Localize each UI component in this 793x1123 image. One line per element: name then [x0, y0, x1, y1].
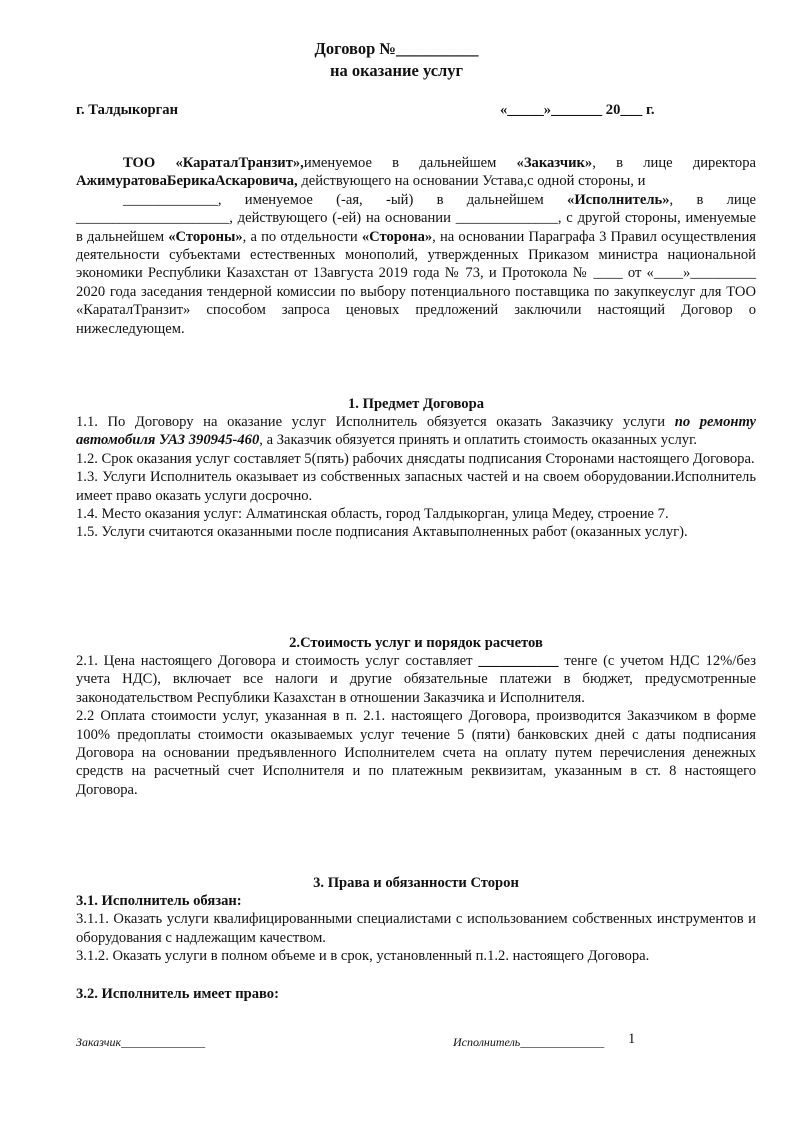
clause-1-5: 1.5. Услуги считаются оказанными после подписания Актавыполненных работ (оказанных услуг). [76, 524, 688, 541]
contract-title: Договор №__________ [314, 39, 479, 58]
footer-customer-signature: Заказчик______________ [76, 1035, 206, 1049]
clause-1-4: 1.4. Место оказания услуг: Алматинская область, город Талдыкорган, улица Медеу, строение 7. [76, 506, 669, 523]
clause-1-2: 1.2. Срок оказания услуг составляет 5(пять) рабочих днясдаты подписания Сторонами настоящего Договора. [76, 450, 755, 467]
section-3-body [76, 892, 756, 966]
section-3-heading: 3. Права и обязанности Сторон [313, 875, 519, 891]
clause-1-1: 1.1. По Договору на оказание услуг Исполнитель обязуется оказать Заказчику услуги по ремонту автомобиля УАЗ 390945-460, а Заказчик обязуется принять и оплатить стоимость оказанных услуг. [76, 414, 756, 449]
section-1-heading: 1. Предмет Договора [348, 396, 484, 412]
clause-3-1-2: 3.1.2. Оказать услуги в полном объеме и в срок, установленный п.1.2. настоящего Договора. [76, 948, 650, 965]
page-number: 1 [628, 1031, 636, 1047]
clause-3-1-1: 3.1.1. Оказать услуги квалифицированными специалистами с использованием собственных инструментов и оборудования с надлежащим качеством. [76, 911, 756, 946]
clause-2-1: 2.1. Цена настоящего Договора и стоимость услуг составляет ___________ тенге (с учетом НДС 12%/без учета НДС), включает все налоги и другие обязательные платежи в бюджет, предусмотренные законодательством Республики Казахстан в отношении Заказчика и Исполнителя. [76, 653, 756, 706]
city: г. Талдыкорган [76, 102, 178, 118]
clause-2-2: 2.2 Оплата стоимости услуг, указанная в п. 2.1. настоящего Договора, производится Заказчиком в форме 100% предоплаты стоимости оказываемых услуг течение 5 (пяти) банковских дней с даты подписания Договора на основании предъявленного Исполнителем счета на оплату путем перечисления денежных средств на расчетный счет Исполнителя и по платежным реквизитам, указанным в ст. 8 настоящего Договора. [76, 708, 756, 798]
subsection-3-2: 3.2. Исполнитель имеет право: [76, 986, 279, 1002]
preamble-paragraph-2: _____________, именуемое (-ая, -ый) в дальнейшем «Исполнитель», в лице _____________________, действующего (-ей) на основании ______________, с другой стороны, именуемые в дальнейшем «Стороны», а по отдельности «Сторона», на основании Параграфа 3 Правил осуществления деятельности субъектами естественных монополий, утвержденных Приказом министра национальной экономики Республики Казахстан от 13августа 2019 года № 73, и Протокола № ____ от «____»_________ 2020 года заседания тендерной комиссии по выбору потенциального поставщика по закупкеуслуг для ТОО «КараталТранзит» способом запроса ценовых предложений заключили настоящий Договор о нижеследующем. [76, 191, 756, 337]
preamble [76, 154, 756, 338]
contract-subtitle: на оказание услуг [329, 61, 464, 80]
clause-1-3: 1.3. Услуги Исполнитель оказывает из собственных запасных частей и на своем оборудовании.Исполнитель имеет право оказать услуги досрочно. [76, 469, 756, 504]
contract-date: «_____»_______ 20___ г. [500, 102, 655, 118]
section-2-heading: 2.Стоимость услуг и порядок расчетов [289, 635, 543, 651]
subsection-3-1: 3.1. Исполнитель обязан: [76, 893, 242, 909]
preamble-paragraph-1: ТОО «КараталТранзит»,именуемое в дальнейшем «Заказчик», в лице директора АжимуратоваБерикаАскаровича, действующего на основании Устава,с одной стороны, и [76, 155, 756, 190]
footer-executor-signature: Исполнитель______________ [453, 1035, 605, 1049]
section-1-body [76, 413, 756, 542]
section-2-body [76, 652, 756, 799]
